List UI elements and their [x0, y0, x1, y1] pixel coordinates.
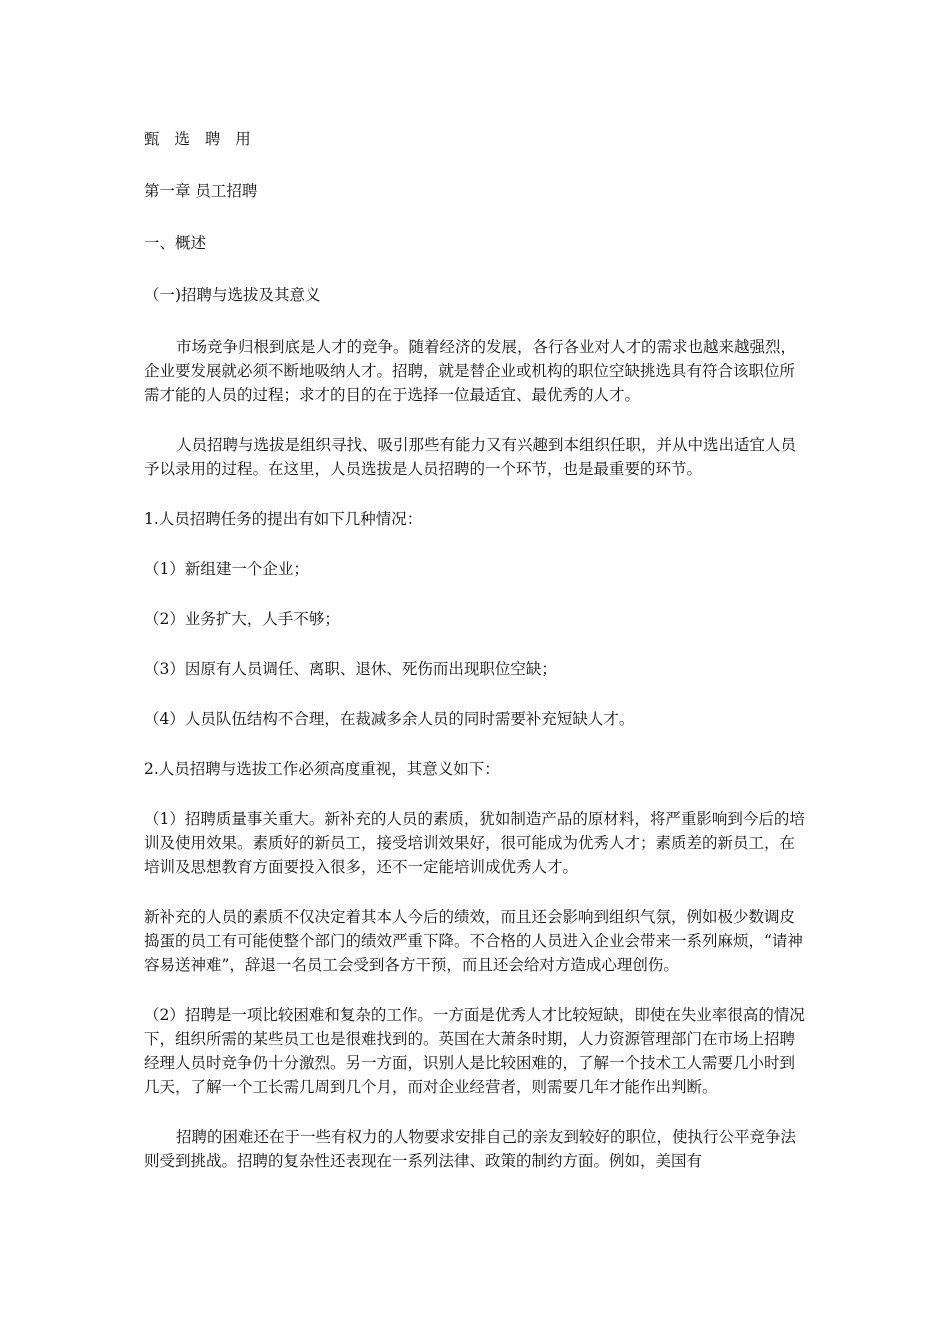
paragraph-quality: （1）招聘质量事关重大。新补充的人员的素质，犹如制造产品的原材料，将严重影响到今后的培训及使用效果。素质好的新员工，接受培训效果好，很可能成为优秀人才；素质差的新员工，在培训及思想教育方面要投入很多，还不一定能培训成优秀人才。	[144, 810, 805, 876]
list-item: （2）业务扩大，人手不够；	[144, 610, 340, 628]
section-heading: 一、概述	[144, 234, 207, 252]
list-item: （1）新组建一个企业；	[144, 560, 309, 578]
paragraph-complexity: 招聘的困难还在于一些有权力的人物要求安排自己的亲友到较好的职位，使执行公平竞争法则受到挑战。招聘的复杂性还表现在一系列法律、政策的制约方面。例如，美国有	[144, 1128, 797, 1170]
subsection-heading: （一)招聘与选拔及其意义	[144, 286, 321, 304]
paragraph-definition: 人员招聘与选拔是组织寻找、吸引那些有能力又有兴趣到本组织任职，并从中选出适宜人员予以录用的过程。在这里，人员选拔是人员招聘的一个环节，也是最重要的环节。	[144, 436, 797, 478]
list-item: （3）因原有人员调任、离职、退休、死伤而出现职位空缺；	[144, 660, 557, 678]
paragraph-intro: 市场竞争归根到底是人才的竞争。随着经济的发展，各行各业对人才的需求也越来越强烈，企业要发展就必须不断地吸纳人才。招聘，就是替企业或机构的职位空缺挑选具有符合该职位所需才能的人员的过程；求才的目的在于选择一位最适宜、最优秀的人才。	[144, 338, 797, 404]
document-title: 甄 选 聘 用	[144, 130, 256, 148]
list-heading-1: 1.人员招聘任务的提出有如下几种情况：	[144, 510, 423, 528]
document-page	[144, 127, 807, 1173]
paragraph-new-staff: 新补充的人员的素质不仅决定着其本人今后的绩效，而且还会影响到组织气氛，例如极少数调皮捣蛋的员工有可能使整个部门的绩效严重下降。不合格的人员进入企业会带来一系列麻烦，“请神容易送神难”，辞退一名员工会受到各方干预，而且还会给对方造成心理创伤。	[144, 908, 803, 974]
list-heading-2: 2.人员招聘与选拔工作必须高度重视，其意义如下：	[144, 760, 500, 778]
list-item: （4）人员队伍结构不合理，在裁减多余人员的同时需要补充短缺人才。	[144, 710, 635, 728]
chapter-heading: 第一章 员工招聘	[144, 182, 258, 200]
paragraph-difficulty: （2）招聘是一项比较困难和复杂的工作。一方面是优秀人才比较短缺，即使在失业率很高的情况下，组织所需的某些员工也是很难找到的。英国在大萧条时期，人力资源管理部门在市场上招聘经理人员时竞争仍十分激烈。另一方面，识别人是比较困难的，了解一个技术工人需要几小时到几天，了解一个工长需几周到几个月，而对企业经营者，则需要几年才能作出判断。	[144, 1006, 805, 1096]
